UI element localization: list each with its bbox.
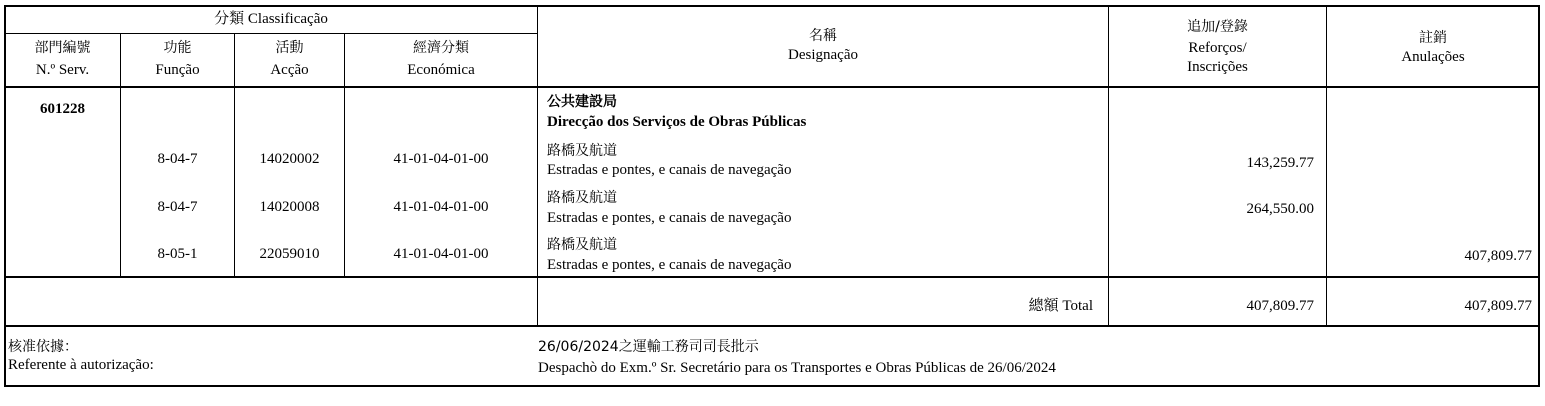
anulacoes-header-pt: Anulações — [1401, 49, 1465, 65]
designacao-header-pt: Designação — [788, 47, 858, 63]
accao-header-pt: Acção — [270, 62, 309, 78]
row-2-designacao-zh: 路橋及航道 — [547, 190, 617, 206]
row-1-reforcos: 143,259.77 — [1246, 155, 1314, 171]
funcao-header-zh: 功能 — [163, 40, 192, 56]
row-1-designacao-zh: 路橋及航道 — [547, 143, 617, 159]
economica-header-zh: 經濟分類 — [413, 40, 469, 56]
authorization-label-pt: Referente à autorização: — [8, 357, 154, 373]
reforcos-header-pt2: Inscrições — [1187, 59, 1248, 75]
classification-divider — [5, 33, 537, 34]
row-2-accao: 14020008 — [259, 199, 320, 215]
accao-header-zh: 活動 — [275, 40, 304, 56]
anulacoes-header-zh: 註銷 — [1419, 30, 1447, 46]
body-bottom-border — [5, 276, 1539, 278]
serv-header-pt: N.º Serv. — [35, 62, 90, 78]
row-3-funcao: 8-05-1 — [157, 246, 198, 262]
row-2-reforcos: 264,550.00 — [1246, 201, 1314, 217]
designacao-header-zh: 名稱 — [809, 28, 837, 44]
row-2-designacao-pt: Estradas e pontes, e canais de navegação — [547, 210, 792, 226]
row-3-economica: 41-01-04-01-00 — [393, 246, 489, 262]
department-name-pt: Direcção dos Serviços de Obras Públicas — [547, 114, 807, 130]
reforcos-header-zh: 追加/登錄 — [1187, 19, 1248, 35]
row-3-accao: 22059010 — [259, 246, 320, 262]
authorization-text-pt: Despachò do Exm.º Sr. Secretário para os Transportes e Obras Públicas de 26/06/2024 — [538, 360, 1056, 376]
authorization-text-zh: 26/06/2024之運輸工務司司長批示 — [538, 339, 759, 355]
header-bottom-border — [5, 86, 1539, 88]
row-1-accao: 14020002 — [259, 151, 320, 167]
total-bottom-border — [5, 325, 1539, 327]
reforcos-header-pt1: Reforços/ — [1188, 40, 1247, 56]
classification-header: 分類 Classificação — [214, 11, 328, 27]
department-code: 601228 — [40, 101, 85, 117]
row-1-funcao: 8-04-7 — [157, 151, 198, 167]
economica-header-pt: Económica — [407, 62, 475, 78]
department-name-zh: 公共建設局 — [547, 94, 617, 110]
funcao-header-pt: Função — [155, 62, 200, 78]
authorization-label-zh: 核准依據： — [8, 339, 78, 355]
total-reforcos: 407,809.77 — [1246, 298, 1314, 314]
row-1-economica: 41-01-04-01-00 — [393, 151, 489, 167]
row-3-designacao-pt: Estradas e pontes, e canais de navegação — [547, 257, 792, 273]
serv-header-zh: 部門編號 — [34, 40, 91, 56]
total-label: 總額 Total — [1028, 298, 1093, 314]
total-anulacoes: 407,809.77 — [1464, 298, 1532, 314]
row-2-funcao: 8-04-7 — [157, 199, 198, 215]
row-1-designacao-pt: Estradas e pontes, e canais de navegação — [547, 162, 792, 178]
row-3-designacao-zh: 路橋及航道 — [547, 237, 617, 253]
row-2-economica: 41-01-04-01-00 — [393, 199, 489, 215]
row-3-anulacoes: 407,809.77 — [1464, 248, 1532, 264]
